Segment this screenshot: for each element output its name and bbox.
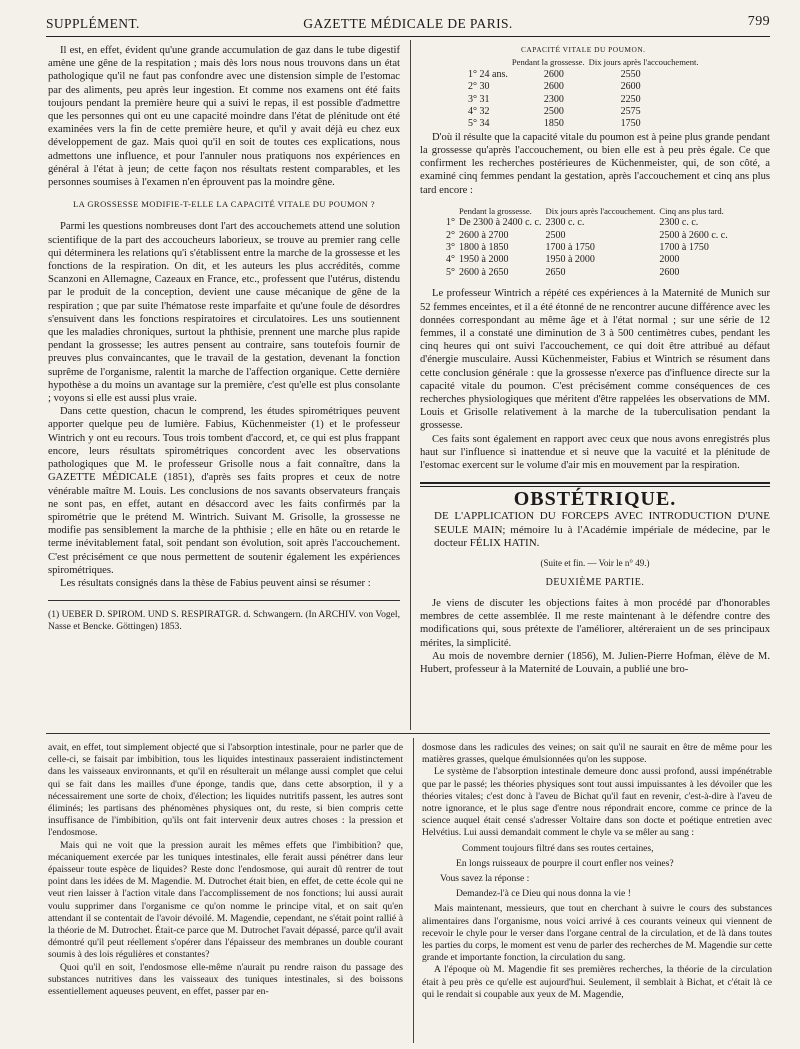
paragraph: Quoi qu'il en soit, l'endosmose elle-même n'aurait pu rendre raison du passage des substances nutritives dans les vaisseaux des tuniques intestinales, si des boissons essentiellement aqueuses peuvent, en effet, passer par en- — [48, 961, 403, 998]
table-row — [444, 230, 730, 242]
table-caption: CAPACITÉ VITALE DU POUMON. — [521, 45, 646, 54]
table-row — [466, 69, 701, 81]
table-cell: 2600 à 2700 — [459, 229, 509, 241]
table-cell: 2600 — [620, 81, 641, 93]
row-label: 3° 31 — [468, 93, 490, 105]
paragraph: Mais qui ne voit que la pression aurait les mêmes effets que l'imbibition? que, mécaniquement exercée par les tuniques intestinales, elle ferait aussi pénétrer dans leur épaisseur toute espèce de liquides? Reste donc l'endosmose, qui aurait dû rentrer de tout point dans les idées de M. Magendie. M. Dutrochet était bien, en effet, de cette école qui ne veut rien laisser à l'action vitale dans l'accomplissement de nos fonctions; lui aussi aurait voulu supprimer dans l'organisme ce qu'on nomme le principe vital, et on sait qu'en attendant il se contentait de l'avoir dévoilé. M. Magendie, cependant, ne s'était point rallié à la théorie de M. Dutrochet. Était-ce parce que M. Dutrochet l'avait dépassé, parce qu'il avait démontré qu'il peut réellement s'opérer dans l'épaisseur des membranes un double courant soumis à des lois régulières et constantes? — [48, 839, 403, 961]
section-divider — [420, 482, 770, 487]
paragraph: Il est, en effet, évident qu'une grande accumulation de gaz dans le tube digestif amène une gêne de la respitation ; mais dès lors nous nous trouvons dans un état pathologique qu'il ne faut pas confondre avec une distension simple de l'estomac par des aliments, peu après leur ingestion. Et comme nos examens ont été faits toujours pendant la première heure qui a suivi le repas, il est possible d'admettre que les personnes qui ont eu une capacité moindre dans l'état de plénitude ont été examinées vers la fin de cette première heure, et qu'il y avait déjà eu chez eux développement de gaz. Mais quoi qu'il en soit de toutes ces explications, nous admettons une influence, et pour l'annuler nous pratiquons nos expériences en général à l'état à jeun; de cette façon nos résultats restent comparables, et les personnes soumises à l'examen n'en éprouvent pas la moindre gêne. — [48, 45, 400, 189]
row-label: 5° — [446, 266, 455, 278]
table-row — [466, 81, 701, 93]
table-cell: 1850 — [543, 118, 564, 130]
part-heading: DEUXIÈME PARTIE. — [545, 576, 645, 588]
horizontal-rule — [46, 733, 770, 734]
verse-line: En longs ruisseaux de pourpre il court enfler nos veines? — [456, 857, 674, 869]
verse-line: Vous savez la réponse : — [440, 873, 530, 885]
paragraph: A l'époque où M. Magendie fit ses premières recherches, la théorie de la circulation était à peu près ce qu'elle est aujourd'hui. Seulement, il semblait à Bichat, et c'était là ce qui le rendait si coupable aux yeux de M. Magendie, — [422, 964, 772, 1000]
paragraph: Le système de l'absorption intestinale demeure donc aussi profond, aussi impénétrable que par le passé; les théories physiques sont tout aussi impuissantes à les dévoiler que les théories vitales; c'est donc à l'aveu de Bichat qu'il faut en revenir, c'est-à-dire à l'aveu de notre ignorance, et le plus sage d'entre nous répondrait encore, comme ce prince de la science auquel était censé s'adresser Voltaire dans son docte et poétique entretien avec Helvétius. Lui aussi demandait comment le chyle va se mêler au sang : — [422, 766, 772, 839]
page-number: 799 — [747, 14, 770, 29]
table-cell: 1950 à 2000 — [459, 254, 509, 266]
paragraph: dosmose dans les radicules des veines; on sait qu'il ne saurait en être de même pour les matières grasses, quelque émulsionnées qu'on les suppose. — [422, 742, 772, 766]
page-header — [46, 14, 770, 37]
table-row — [466, 118, 701, 130]
table-cell: 2600 — [659, 266, 680, 278]
table-cell: 1750 — [620, 118, 641, 130]
verse-line: Demandez-l'à ce Dieu qui nous donna la vie ! — [456, 888, 631, 900]
paragraph: Les résultats consignés dans la thèse de Fabius peuvent ainsi se résumer : — [60, 577, 371, 589]
row-label: 4° 32 — [468, 106, 490, 118]
table-cell: 2500 à 2600 c. c. — [659, 229, 728, 241]
table-header-row — [444, 205, 730, 217]
table-row — [444, 242, 730, 254]
table-cell: 2500 — [543, 106, 564, 118]
row-label: 2° 30 — [468, 81, 490, 93]
row-label: 4° — [446, 254, 455, 266]
table-cell: 2650 — [545, 266, 566, 278]
column-header: Dix jours après l'accouchement. — [588, 57, 699, 68]
row-label: 3° — [446, 242, 455, 254]
bottom-right-column — [422, 742, 772, 1001]
column-divider — [410, 40, 411, 730]
header-journal-title: GAZETTE MÉDICALE DE PARIS. — [303, 16, 513, 31]
table-header-row — [466, 56, 701, 68]
row-label: 2° — [446, 229, 455, 241]
table-cell: 2300 c. c. — [659, 217, 699, 229]
section-heading: LA GROSSESSE MODIFIE-T-ELLE LA CAPACITÉ VITALE DU POUMON ? — [73, 199, 375, 210]
column-header: Cinq ans plus tard. — [659, 205, 724, 216]
table-cell: 1700 à 1750 — [545, 242, 595, 254]
column-header: Pendant la grossesse. — [511, 57, 585, 68]
paragraph: Mais maintenant, messieurs, que tout en cherchant à suivre le cours des substances alimentaires dans l'organisme, nous voici arrivé à ces courants veineux qui viennent de recevoir le chyle pour le verser dans l'organe central de la circulation, et de là dans toutes les parties du corps, le moment est venu de parler des recherches de M. Magendie sur cette grande et importante fonction, la circulation du sang. — [422, 903, 772, 964]
paragraph: Ces faits sont également en rapport avec ceux que nous avons enregistrés plus haut sur l'influence si inattendue et si neuve que la vacuité et la plénitude de l'estomac exercent sur le volume d'air mis en mouvement par la respiration. — [420, 433, 770, 471]
table-cell: 1800 à 1850 — [459, 242, 509, 254]
column-divider-bottom — [413, 738, 414, 1043]
paragraph: avait, en effet, tout simplement objecté que si l'absorption intestinale, pour ne parler que de celle-ci, se faisait par imbibition, tous les liquides intestinaux passeraient indistinctement dans les vaisseaux environnants, et qu'il en résulterait un mélange aussi complet que celui qui se fait dans les mailles d'une éponge, tandis que, dans cette absorption, il y a nécessairement une sorte de choix, d'élection; les liquides nutritifs passent, les autres sont éliminés; les partisans des phénomènes physiques ont, du reste, si bien compris cette insuffisance de l'imbibition, qu'ils ont fait intervenir deux autres choses : la pression et l'endosmose. — [48, 742, 403, 839]
continuation-note: (Suite et fin. — Voir le n° 49.) — [540, 557, 650, 568]
paragraph: Le professeur Wintrich a répété ces expériences à la Maternité de Munich sur 52 femmes enceintes, et il a été étonné de ne rencontrer aucune différence avec les données correspondant au même âge et à l'état normal ; sur une série de 12 femmes, il a constaté une diminution de 3 à 500 centimètres cubes, pendant les cinq heures qui ont suivi l'accouchement, ce qui doit être attribué au défaut d'énergie musculaire. Aussi Küchenmeister, Fabius et Wintrich se résument dans cette conclusion générale : que la grossesse n'exerce pas d'influence directe sur la capacité vitale du poumon. C'est précisément comme conséquences de ces recherches physiologiques que méritent d'être rappelées les observations de MM. Louis et Grisolle relativement à la marche de la tuberculisation pendant la grossesse. — [420, 288, 770, 432]
column-header: Pendant la grossesse. — [459, 205, 532, 216]
table-row — [466, 94, 701, 106]
kuchenmeister-table — [444, 205, 730, 279]
section-title-obstetrique: OBSTÉTRIQUE. — [513, 488, 677, 511]
table-cell: 1950 à 2000 — [545, 254, 595, 266]
table-cell: 2300 c. c. — [545, 217, 585, 229]
table-cell: 2600 à 2650 — [459, 266, 509, 278]
row-label: 1° — [446, 217, 455, 229]
table-cell: 2575 — [620, 106, 641, 118]
table-cell: 2300 — [543, 93, 564, 105]
column-header: Dix jours après l'accouchement. — [545, 205, 656, 216]
article-title: DE L'APPLICATION DU FORCEPS AVEC INTRODUCTION D'UNE SEULE MAIN; mémoire lu à l'Académie impériale de médecine, par le docteur FÉLIX HATIN. — [434, 510, 770, 550]
paragraph: Au mois de novembre dernier (1856), M. Julien-Pierre Hofman, élève de M. Hubert, professeur à la Maternité de Louvain, a publié une bro- — [420, 650, 770, 675]
table-cell: De 2300 à 2400 c. c. — [459, 217, 542, 229]
paragraph: Je viens de discuter les objections faites à mon procédé par d'honorables membres de cette assemblée. Il me reste maintenant à le défendre contre des modifications qui, sous prétexte de l'améliorer, altéreraient un de ses principaux mérites, la simplicité. — [420, 597, 770, 649]
row-label: 5° 34 — [468, 118, 490, 130]
table-cell: 2000 — [659, 254, 680, 266]
table-row — [444, 254, 730, 266]
verse-line: Comment toujours filtré dans ses routes certaines, — [462, 842, 654, 854]
table-row — [466, 106, 701, 118]
header-supplement: SUPPLÉMENT. — [46, 16, 140, 31]
table-cell: 2500 — [545, 229, 566, 241]
row-label: 1° 24 ans. — [468, 68, 508, 80]
table-cell: 2600 — [543, 81, 564, 93]
paragraph: Dans cette question, chacun le comprend, les études spirométriques peuvent apporter quelque peu de lumière. Fabius, Küchenmeister (1) et le professeur Wintrich y ont eu recours. Tous trois tombent d'accord, et, ce qui est plus frappant encore, leurs résultats spirométriques concordent avec les observations pathologiques que M. le professeur Grisolle nous a fait connaître, dans la GAZETTE MÉDICALE (1851), d'après ses faits propres et ceux de notre vénérable maître M. Louis. Les conclusions de nos savants observateurs français ne sont pas, en effet, autant en désaccord avec les faits confirmés par la spirométrie que le prétend M. Wintrich. Suivant M. Grisolle, la grossesse ne modifie pas sensiblement la marche de la phthisie ; elle en hâte ou en retarde le terme inévitablement fatal, soit pendant son évolution, soit après l'accouchement. C'est précisément ce que nous permettent de soutenir également les expériences spirométriques. — [48, 406, 400, 576]
footnote: (1) UEBER D. SPIROM. UND S. RESPIRATGR. d. Schwangern. (In ARCHIV. von Vogel, Nasse et Bencke. Göttingen) 1853. — [48, 600, 400, 633]
left-column — [48, 44, 400, 633]
table-row — [444, 217, 730, 229]
table-row — [444, 267, 730, 279]
paragraph: D'où il résulte que la capacité vitale du poumon est à peine plus grande pendant la grossesse qu'après l'accouchement, ou bien elle est à peu près égale. Ce que confirment les recherches postérieures de Küchenmeister, qui, de son côté, a examiné cinq femmes pendant la gestation, après l'accouchement et cinq ans plus tard encore : — [420, 131, 770, 196]
bottom-left-column — [48, 742, 403, 998]
table-cell: 2250 — [620, 93, 641, 105]
table-cell: 2550 — [620, 68, 641, 80]
right-column — [420, 44, 770, 676]
paragraph: Parmi les questions nombreuses dont l'art des accouchemets attend une solution scientifique de la part des accoucheurs laborieux, se trouve au premier rang celle qui déterminera les relations qu'i s'établissent entre la marche de la grossesse et les fonctions de la respiration. On dit, et les auteurs les plus accrédités, comme Scanzoni en Allemagne, Cazeaux en France, etc., professent que l'utérus, distendu par le produit de la conception, devient une cause mécanique de gêne de la respiration ; que par suite l'hématose reste imparfaite et qu'une foule de désordres s'ensuivent dans les fonctions respiratoires et circulatoires. Les uns soutiennent que les maladies chroniques, surtout la phthisie, prennent une marche plus rapide pendant la grossesse; les autres pensent au contraire, sans toutefois fournir de preuves plus convaincantes, que le travail de la gestation, devenant la fonction suprême de l'organisme, ralentit la marche de l'affection organique. Cette dernière hypothèse a du moins un avantage sur la première, c'est qu'elle est plus consolante ; voyons si elle est aussi plus vraie. — [48, 221, 400, 405]
vital-capacity-table — [466, 44, 701, 131]
table-cell: 1700 à 1750 — [659, 242, 709, 254]
table-cell: 2600 — [543, 68, 564, 80]
